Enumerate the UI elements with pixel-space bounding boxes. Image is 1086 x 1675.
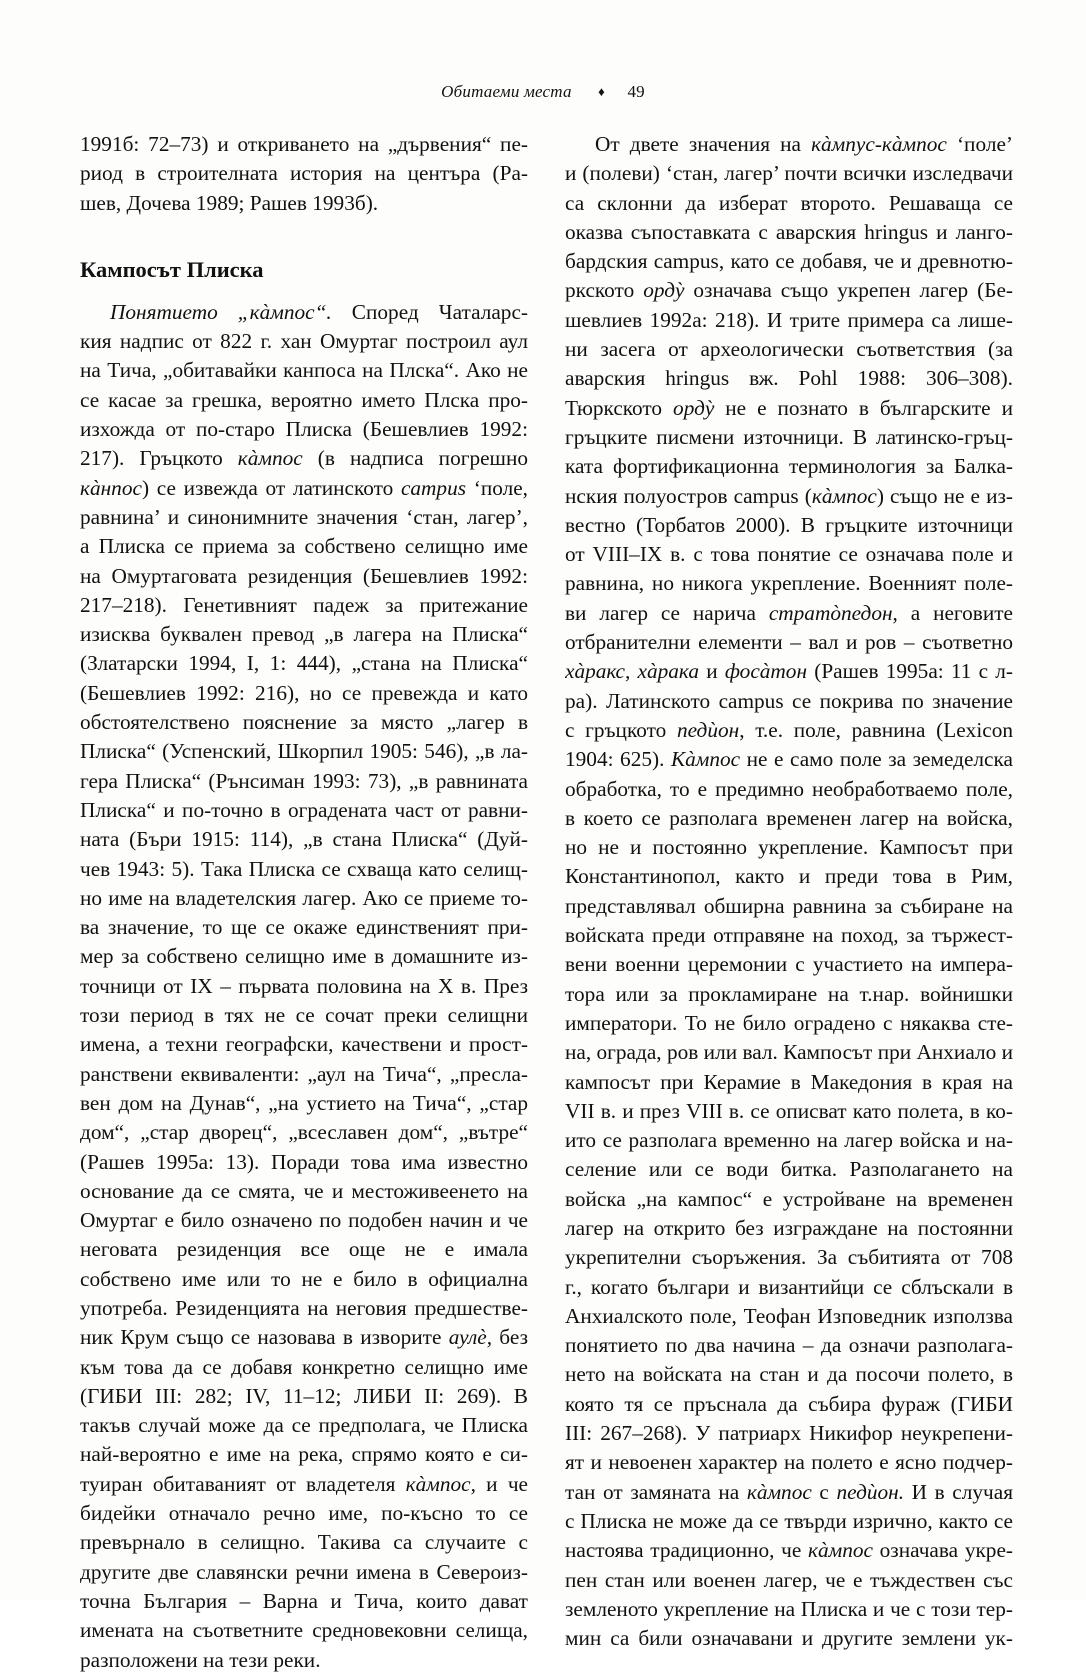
italic-term: кàмпос,	[405, 1471, 476, 1496]
text-line: бидейки отначало речно име, по-късно то се	[80, 1501, 528, 1526]
text-line: дом“, „стар дворец“, „всеславен дом“, „вътре“	[80, 1120, 528, 1145]
text-line: а Плиска се приема за собствено селищно име	[80, 534, 528, 559]
paragraph-kampos-concept	[80, 298, 528, 1675]
text-line: в което се разполага временен лагер на войска,	[565, 805, 1013, 830]
text-line: неговата резиденция все още не е имала	[80, 1237, 528, 1262]
text-line: с Плиска не може да се твърди изрично, както се	[565, 1508, 1013, 1533]
text-line: имена, а техни географски, качествени и прост-	[80, 1032, 528, 1057]
text-line: Тюркското ордỳ не е познато в българските и	[565, 395, 1013, 420]
text-line: обстоятелствено пояснение за място „лагер в	[80, 710, 528, 735]
text-line: на Омуртаговата резиденция (Бешевлиев 1992:	[80, 563, 528, 588]
text-line: равнина, но никога укрепление. Военният поле-	[565, 571, 1013, 596]
text-line: разположени на тези реки.	[80, 1647, 321, 1672]
italic-term: кàмпос	[808, 1538, 873, 1563]
text-line: VII в. и през VIII в. се описват като полета, в ко-	[565, 1098, 1013, 1123]
text-line: ят и невоенен характер на полето е ясно подчер-	[565, 1450, 1013, 1475]
text-line: III: 267–268). У патриарх Никифор неукрепени-	[565, 1421, 1013, 1446]
italic-term: ордỳ	[673, 395, 715, 420]
text-line: ва значение, то ще се окаже единственият при-	[80, 915, 528, 940]
text-line: Константинопол, както и преди това в Рим,	[565, 864, 1013, 889]
italic-term: кàмпос	[746, 1479, 812, 1504]
text-line: ката фортификационна терминология за Балка-	[565, 454, 1013, 479]
text-line: изхожда от по-старо Плиска (Бешевлиев 1992:	[80, 417, 528, 442]
text-line: 1991б: 72–73) и откриването на „дървения“ пе-	[80, 132, 528, 156]
text-line: ната (Бъри 1915: 114), „в стана Плиска“ (Дуй-	[80, 827, 528, 852]
text-line: изисква буквален превод „в лагера на Плиска“	[80, 622, 528, 647]
text-line: точници от IX – първата половина на X в. През	[80, 973, 528, 998]
text-line: Плиска“ (Успенский, Шкорпил 1905: 546), „в ла-	[80, 739, 528, 764]
text-line: 1904: 625). Кàмпос не е само поле за земеделска	[565, 747, 1013, 772]
text-line: кампосът при Керамие в Македония в края на	[565, 1069, 1013, 1094]
text-line: укрепителни съоръжения. За събитията от 708	[565, 1245, 1013, 1270]
text-line: войската преди отправяне на поход, за тържест-	[565, 923, 1013, 948]
text-line: този период в тях не се сочат преки селищни	[80, 1003, 528, 1028]
text-line: чев 1943: 5). Така Плиска се схваща като селищ-	[80, 856, 528, 881]
text-line: гръцките писмени източници. В латинско-гръц-	[565, 424, 1013, 449]
text-line: понятието по два начина – да означи разполага-	[565, 1333, 1013, 1358]
text-line: обработка, то е предимно необработваемо поле,	[565, 776, 1013, 801]
text-line: От двете значения на кàмпус-кàмпос ‘поле’	[595, 132, 1013, 156]
text-line: Плиска“ и по-точно в оградената част от равни-	[80, 797, 528, 822]
paragraph-continued	[80, 130, 528, 218]
text-line: вени военни церемонии с участието на импера-	[565, 952, 1013, 977]
text-line: гера Плиска“ (Рънсиман 1993: 73), „в равнината	[80, 768, 528, 793]
text-line: войска „на кампос“ е устройване на временен	[565, 1186, 1013, 1211]
text-line: императори. То не било оградено с някаква сте-	[565, 1010, 1013, 1035]
text-line: ни засега от археологически съответствия (за	[565, 337, 1013, 362]
running-header-title: Обитаеми места	[441, 82, 572, 101]
text-line: кия надпис от 822 г. хан Омуртаг построил аул	[80, 329, 528, 354]
text-line: мер за собствено селищно име в домашните из-	[80, 944, 528, 969]
text-line: която тя се пръснала да събира фураж (ГИБИ	[565, 1391, 1013, 1416]
text-line: основание да се смята, че и местоживеенето на	[80, 1178, 528, 1203]
italic-term: аулè,	[448, 1325, 493, 1350]
text-line: шев, Дочева 1989; Рашев 1993б).	[80, 190, 379, 215]
text-line: туиран обитаваният от владетеля кàмпос, и че	[80, 1471, 528, 1496]
text-line: такъв случай може да се предполага, че Плиска	[80, 1413, 528, 1438]
paragraph-meanings	[565, 130, 1013, 1653]
text-line: ви лагер се нарича стратòпедон, а неговите	[565, 600, 1013, 625]
italic-term: кàмпус	[811, 132, 875, 156]
text-line: нския полуостров campus (кàмпос) също не е из-	[565, 483, 1013, 508]
text-line: тан от замяната на кàмпос с педѝон. И в случая	[565, 1479, 1013, 1504]
italic-term: кàмпос	[237, 446, 303, 471]
italic-term: кàмпос	[881, 132, 947, 156]
text-line: ранствени еквиваленти: „аул на Тича“, „пресла-	[80, 1061, 528, 1086]
text-line: нето на войската на стан и да посочи полето, в	[565, 1362, 1013, 1387]
text-line: точна България – Варна и Тича, които дават	[80, 1588, 528, 1613]
text-line: вестно (Торбатов 2000). В гръцките източници	[565, 512, 1013, 537]
text-line: отбранителни елементи – вал и ров – съответно	[565, 630, 1013, 655]
text-line: Анхиалското поле, Теофан Изповедник използва	[565, 1303, 1013, 1328]
text-line: най-вероятно е име на река, спрямо която е си-	[80, 1442, 528, 1467]
text-line: риод в строителната история на центъра (Ра-	[80, 161, 528, 186]
text-line: равнина’ и синонимните значения ‘стан, лагер’,	[80, 504, 528, 529]
text-line: с гръцкото педѝон, т.е. поле, равнина (Lexicon	[565, 717, 1013, 742]
text-line: но име на владетелския лагер. Ако се приеме то-	[80, 885, 528, 910]
text-line: (Рашев 1995а: 13). Поради това има известно	[80, 1149, 528, 1174]
text-line: вен дом на Дунав“, „на устието на Тича“, „стар	[80, 1090, 528, 1115]
text-line: тора или за прокламиране на т.нар. войнишки	[565, 981, 1013, 1006]
text-line: шевлиев 1992а: 218). И трите примера са лише-	[565, 307, 1013, 332]
text-line: са склонни да изберат второто. Решаваща се	[565, 190, 1013, 215]
text-line: бардския campus, като се добавя, че и древнотю-	[565, 249, 1013, 274]
text-line: настоява традиционно, че кàмпос означава укре-	[565, 1538, 1013, 1563]
text-line: Омуртаг е било означено по подобен начин и че	[80, 1208, 528, 1233]
paragraph-lead-line	[80, 298, 528, 327]
text-line: земленото укрепление на Плиска и че с този тер-	[565, 1596, 1013, 1621]
page-number: 49	[627, 82, 645, 101]
text-line: се касае за грешка, вероятно името Плска про-	[80, 387, 528, 412]
text-line: на Тича, „обитавайки канпоса на Плска“. Ако не	[80, 358, 528, 383]
left-column	[80, 130, 528, 1675]
text-line: оказва съпоставката с аварския hringus и ланго-	[565, 219, 1013, 244]
text-line: аварския hringus вж. Pohl 1988: 306–308).	[565, 366, 1013, 391]
text-line: селение или се води битка. Разполагането на	[565, 1157, 1013, 1182]
text-line: мин са били означавани и другите землени ук-	[565, 1626, 1013, 1651]
text-line: (Златарски 1994, I, 1: 444), „стана на Плиска“	[80, 651, 528, 676]
text-line: имената на съответните средновековни селища,	[80, 1618, 528, 1643]
italic-term: педѝон	[676, 717, 740, 742]
text-line: представлявал обширна равнина за събиране на	[565, 893, 1013, 918]
italic-term: кàмпос	[811, 483, 877, 508]
text-line: другите две славянски речни имена в Североиз-	[80, 1559, 528, 1584]
text-line: ник Крум също се назовава в изворите аулè, без	[80, 1325, 528, 1350]
section-heading: Кампосът Плиска	[80, 256, 264, 282]
text-line: употреба. Резиденцията на неговия предшестве-	[80, 1295, 528, 1320]
italic-term: педѝон.	[836, 1479, 905, 1504]
italic-term: фосàтон	[724, 659, 808, 684]
text-line: (ГИБИ III: 282; IV, 11–12; ЛИБИ II: 269). В	[80, 1383, 528, 1408]
diamond-separator-icon: ♦	[598, 84, 605, 99]
text-line: (Бешевлиев 1992: 216), но се превежда и като	[80, 680, 528, 705]
text-line: ркското ордỳ означава също укрепен лагер (Бе-	[565, 278, 1013, 303]
paragraph-lead-text: Според Чаталарс-	[331, 299, 528, 324]
text-line: ито се разполага временно на лагер войска и на-	[565, 1128, 1013, 1153]
italic-term: стратòпедон	[768, 600, 893, 625]
text-line: 217–218). Генетивният падеж за притежание	[80, 592, 528, 617]
text-line: ра). Латинското campus се покрива по значение	[565, 688, 1013, 713]
text-line: на, ограда, ров или вал. Кампосът при Анхиало и	[565, 1040, 1013, 1065]
text-line: лагер на открито без изграждане на постоянни	[565, 1215, 1013, 1240]
italic-term: campus	[400, 475, 467, 500]
italic-term: Кàмпос	[670, 747, 741, 772]
text-line: пен стан или военен лагер, че е тъждествен със	[565, 1567, 1013, 1592]
text-line: от VIII–IX в. с това понятие се означава поле и	[565, 542, 1013, 567]
text-line: 217). Гръцкото кàмпос (в надписа погрешно	[80, 446, 528, 471]
text-line: собствено име или то не е било в официална	[80, 1266, 528, 1291]
paragraph-lead-italic: Понятието „кàмпос“.	[110, 299, 332, 324]
text-line: кàнпос) се извежда от латинското campus ‘поле,	[80, 475, 528, 500]
text-line: хàракс, хàрака и фосàтон (Рашев 1995а: 11 с л-	[565, 659, 1013, 684]
italic-term: хàракс, хàрака	[565, 659, 700, 684]
text-line: и (полеви) ‘стан, лагер’ почти всички изследвачи	[565, 161, 1013, 186]
text-line: към това да се добавя конкретно селищно име	[80, 1354, 528, 1379]
running-header	[0, 82, 1086, 102]
text-line: но не и постоянно укрепление. Кампосът при	[565, 835, 1013, 860]
right-column	[565, 130, 1013, 1653]
italic-term: ордỳ	[643, 278, 685, 303]
text-line: превърнало в селищно. Такива са случаите с	[80, 1530, 528, 1555]
text-line: г., когато българи и византийци се сблъскали в	[565, 1274, 1013, 1299]
italic-term: кàнпос	[80, 475, 142, 500]
